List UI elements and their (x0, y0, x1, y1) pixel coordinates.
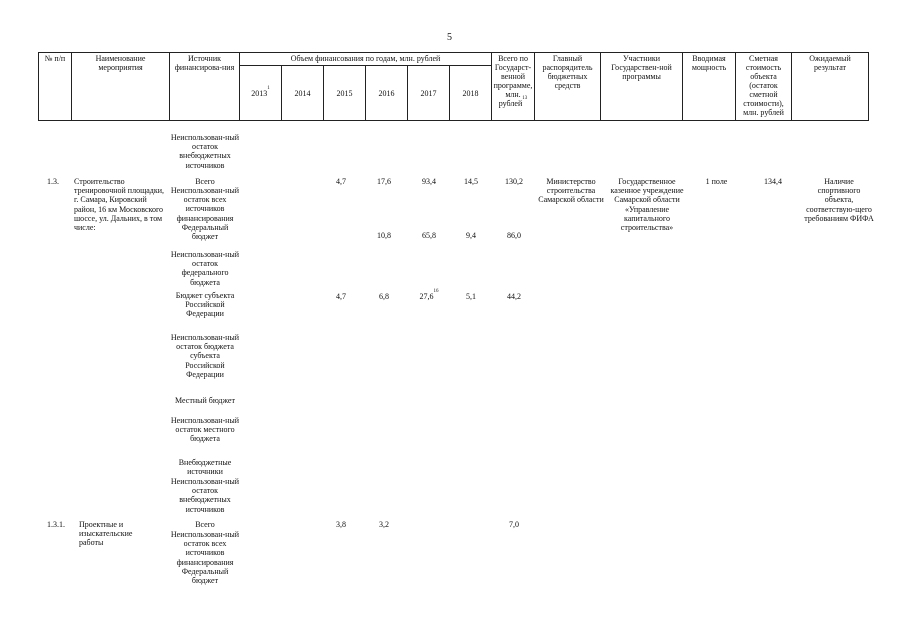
source-cell: Неиспользован-ный остаток бюджета субъекта Российской Федерации (170, 333, 240, 379)
value-total: 44,2 (507, 292, 521, 301)
header-num: № п/п (39, 53, 72, 121)
header-participants: Участники Государствен-ной программы (601, 53, 683, 121)
value-2016: 3,2 (379, 520, 389, 529)
header-name: Наименование мероприятия (72, 53, 170, 121)
page-number: 5 (447, 32, 452, 43)
header-result: Ожидаемый результат (792, 53, 869, 121)
source-cell: Федеральный бюджет (181, 567, 229, 586)
header-year: 2017 (408, 66, 450, 121)
row-number: 1.3.1. (47, 520, 65, 529)
header-year: 2016 (366, 66, 408, 121)
source-cell: Бюджет субъекта Российской Федерации (175, 291, 235, 319)
row-name: Проектные и изыскательские работы (79, 520, 133, 548)
header-year: 2018 (450, 66, 492, 121)
value-2018: 5,1 (466, 292, 476, 301)
header-financing: Объем финансования по годам, млн. рублей (240, 53, 492, 66)
value-total: 130,2 (505, 177, 523, 186)
result-cell: Наличие спортивного объекта, соответствую-щего требованиям ФИФА (804, 177, 874, 223)
value-2016: 17,6 (377, 177, 391, 186)
value-2015: 4,7 (336, 292, 346, 301)
source-cell: Всего (195, 520, 215, 529)
header-year: 2013$^1$ (240, 66, 282, 121)
value-2017: 65,8 (422, 231, 436, 240)
header-manager: Главный распорядитель бюджетных средств (535, 53, 601, 121)
header-total: Всего по Государст-венной программе, млн. рублей$^{13}$ (492, 53, 535, 121)
participants-cell: Государственное казенное учреждение Самарской области «Управление капитального строительства» (610, 177, 684, 233)
source-cell: Неиспользован-ный остаток всех источников финансирования (170, 530, 240, 567)
source-cell: Неиспользован-ный остаток местного бюджета (170, 416, 240, 444)
value-2015: 3,8 (336, 520, 346, 529)
source-cell: Неиспользован-ный остаток внебюджетных источников (170, 133, 240, 170)
header-table (38, 52, 869, 121)
header-capacity: Вводимая мощность (683, 53, 736, 121)
header-cost: Сметная стоимость объекта (остаток сметной стоимости), млн. рублей (736, 53, 792, 121)
value-2017: 27,6$^{16}$ (419, 289, 439, 301)
header-year: 2014 (282, 66, 324, 121)
value-2016: 10,8 (377, 231, 391, 240)
source-cell: Неиспользован-ный остаток внебюджетных источников (170, 477, 240, 514)
row-name: Строительство тренировочной площадки, г. Самара, Кировский район, 16 км Московского шоссе, ул. Дальних, в том числе: (74, 177, 165, 233)
value-total: 86,0 (507, 231, 521, 240)
source-cell: Местный бюджет (175, 396, 235, 405)
source-cell: Неиспользован-ный остаток федерального бюджета (170, 250, 240, 287)
source-cell: Внебюджетные источники (178, 458, 232, 477)
manager-cell: Министерство строительства Самарской области (538, 177, 604, 205)
value-2018: 9,4 (466, 231, 476, 240)
value-2018: 14,5 (464, 177, 478, 186)
source-cell: Федеральный бюджет (181, 223, 229, 242)
value-2016: 6,8 (379, 292, 389, 301)
capacity-cell: 1 поле (705, 177, 728, 186)
header-year: 2015 (324, 66, 366, 121)
value-2017: 93,4 (422, 177, 436, 186)
row-number: 1.3. (47, 177, 59, 186)
header-source: Источник финансирова-ния (170, 53, 240, 121)
source-cell: Всего (195, 177, 215, 186)
cost-cell: 134,4 (764, 177, 782, 186)
source-cell: Неиспользован-ный остаток всех источников финансирования (170, 186, 240, 223)
value-total: 7,0 (509, 520, 519, 529)
value-2015: 4,7 (336, 177, 346, 186)
